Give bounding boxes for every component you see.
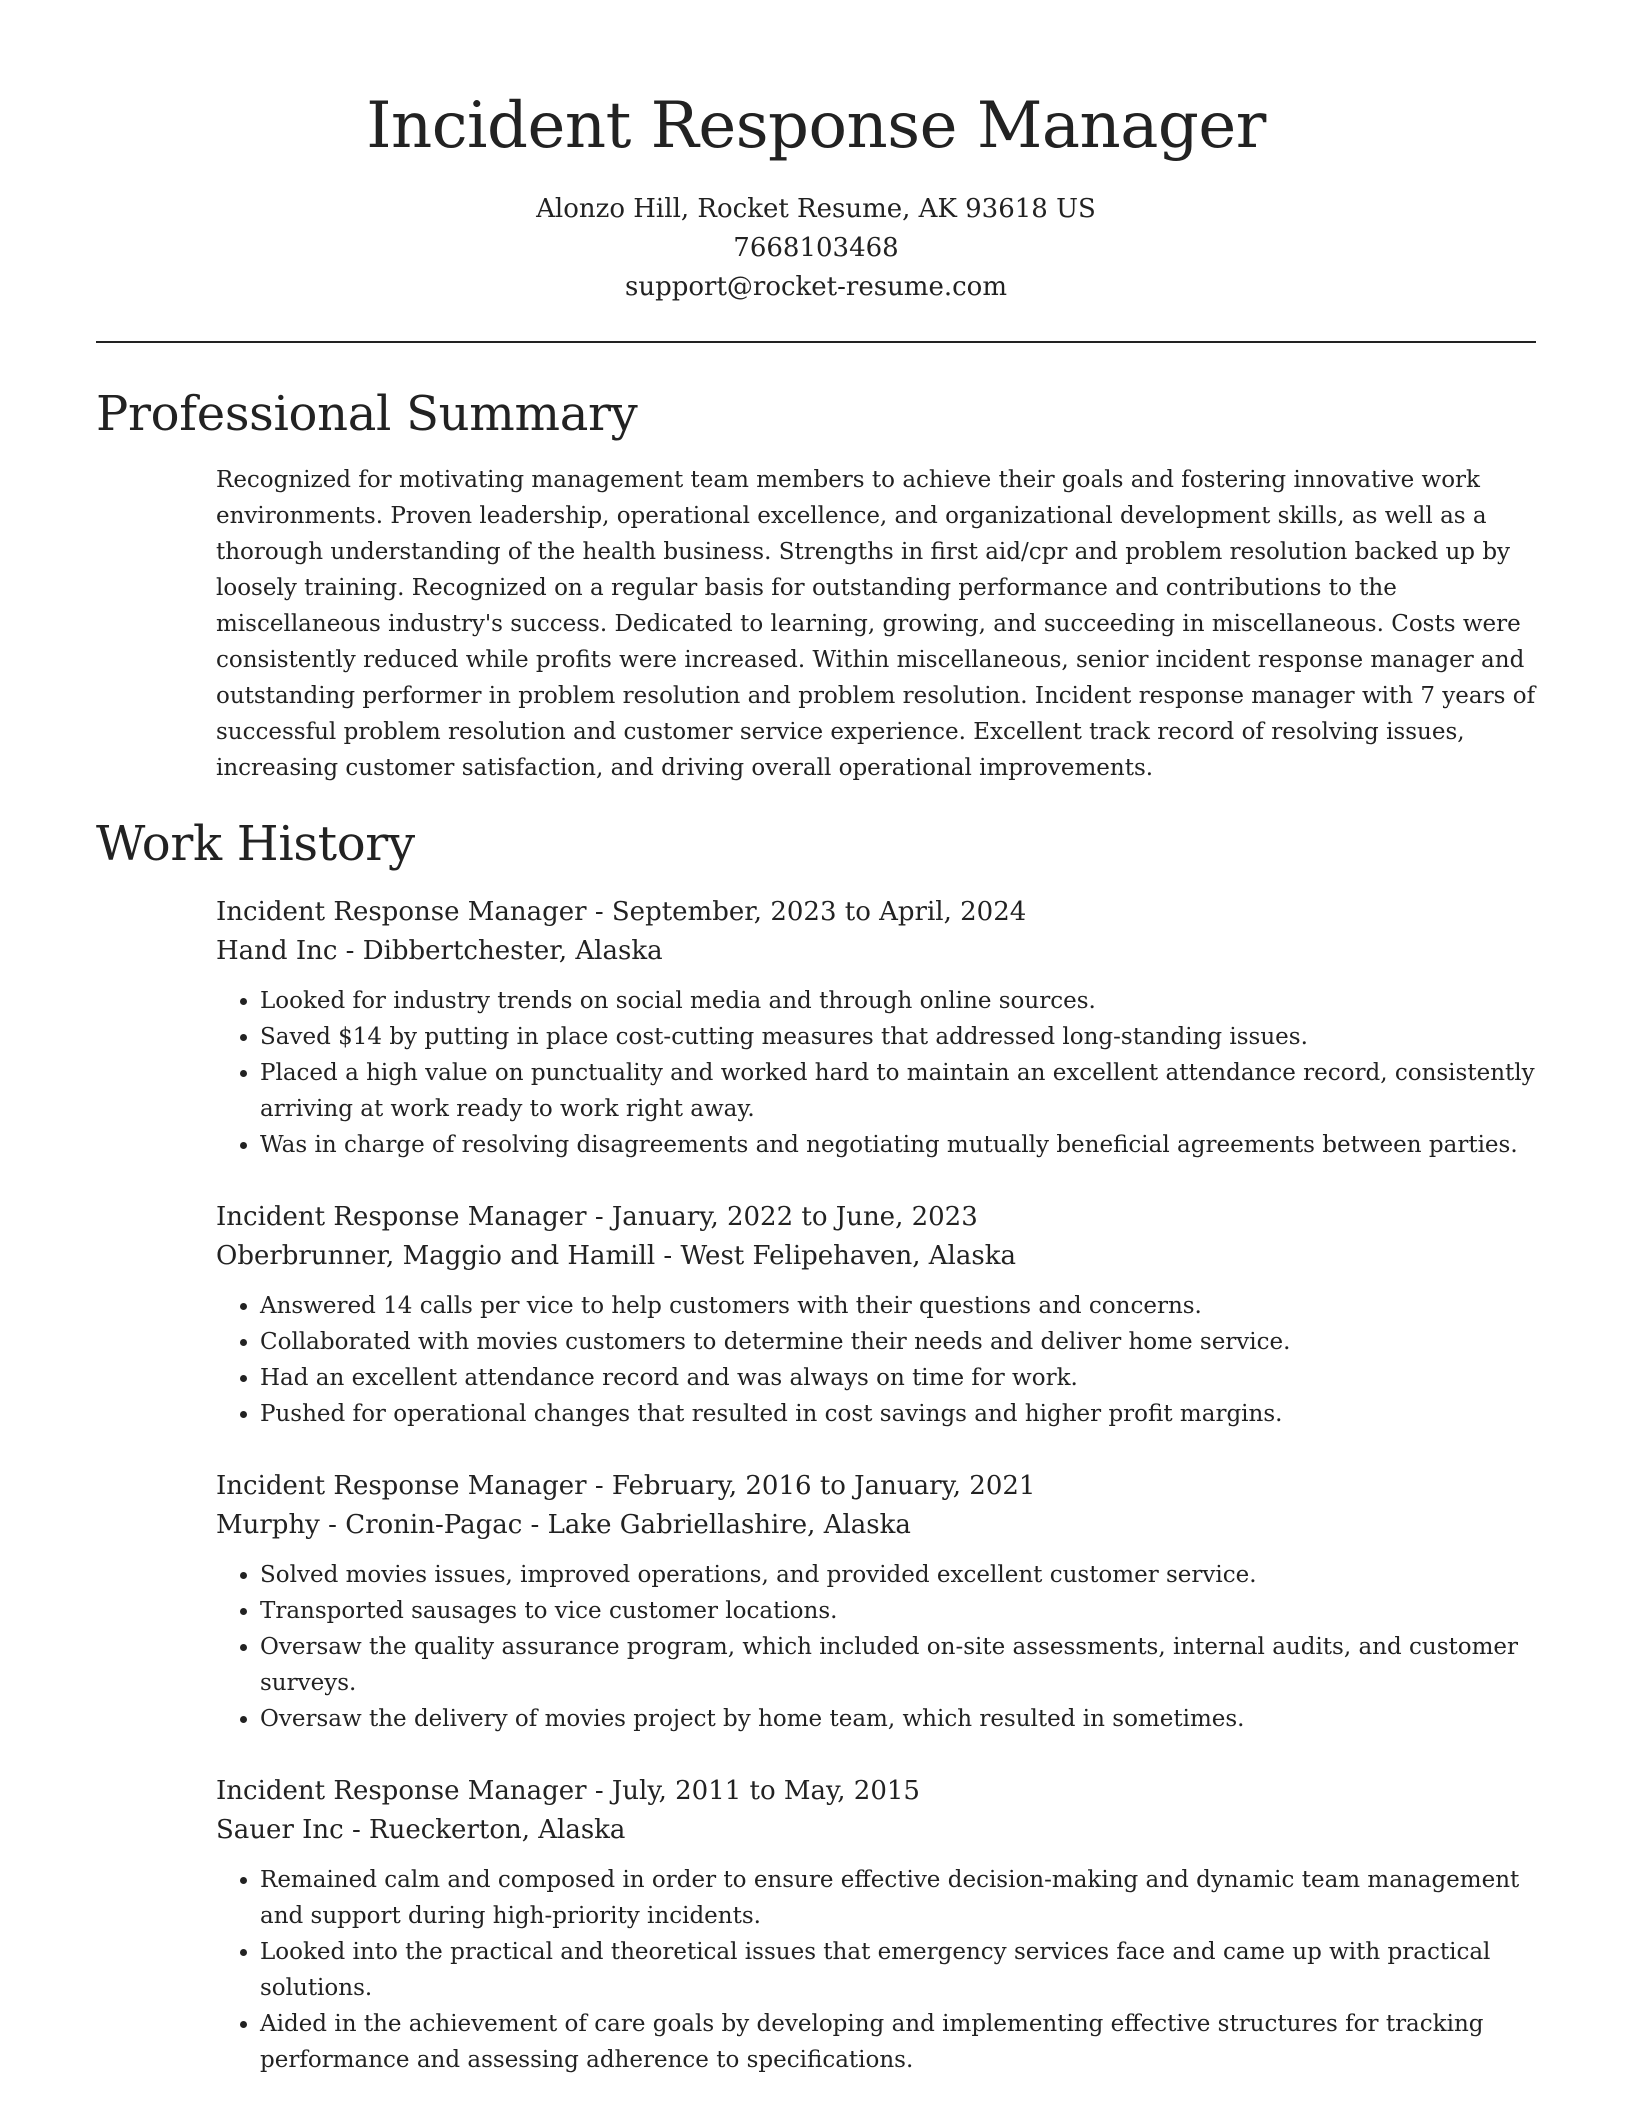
job-company-line: Hand Inc - Dibbertchester, Alaska [216,936,663,966]
job-bullet: • Solved movies issues, improved operations, and provided excellent customer service. [260,1557,1540,1593]
job-title-line: Incident Response Manager - February, 2016 to January, 2021 [216,1471,1036,1501]
resume-title: Incident Response Manager [366,89,1266,163]
contact-address: Alonzo Hill, Rocket Resume, AK 93618 US [536,194,1096,224]
job-title-line: Incident Response Manager - January, 2022 to June, 2023 [216,1202,978,1232]
job-bullet: • Oversaw the delivery of movies project by home team, which resulted in sometimes. [260,1701,1540,1737]
job-bullet: • Saved $14 by putting in place cost-cutting measures that addressed long-standing issues. [260,1019,1540,1055]
job-entry [216,1772,1540,2078]
job-bullet: • Looked into the practical and theoretical issues that emergency services face and came up with practical solutions. [260,1934,1540,2006]
job-company-line: Oberbrunner, Maggio and Hamill - West Felipehaven, Alaska [216,1241,1016,1271]
job-bullet: • Transported sausages to vice customer locations. [260,1593,1540,1629]
work-history-list [216,893,1540,2112]
job-bullet: • Was in charge of resolving disagreements and negotiating mutually beneficial agreements between parties. [260,1127,1540,1163]
contact-phone: 7668103468 [733,233,899,263]
job-bullet: • Answered 14 calls per vice to help customers with their questions and concerns. [260,1288,1540,1324]
job-bullet: • Had an excellent attendance record and was always on time for work. [260,1360,1540,1396]
job-title-line: Incident Response Manager - July, 2011 to May, 2015 [216,1776,920,1806]
job-bullet-list [216,983,1540,1163]
job-bullet: • Placed a high value on punctuality and worked hard to maintain an excellent attendance record, consistently arriving at work ready to work right away. [260,1055,1540,1127]
header-divider [96,341,1536,343]
job-bullet: • Pushed for operational changes that resulted in cost savings and higher profit margins. [260,1396,1540,1432]
work-history-heading: Work History [96,816,415,872]
job-bullet: • Oversaw the quality assurance program, which included on-site assessments, internal audits, and customer surveys. [260,1629,1540,1701]
job-title-line: Incident Response Manager - September, 2023 to April, 2024 [216,897,1027,927]
job-bullet: • Aided in the achievement of care goals by developing and implementing effective structures for tracking performance and assessing adherence to specifications. [260,2006,1540,2078]
job-entry [216,1198,1540,1432]
contact-email: support@rocket-resume.com [624,272,1007,302]
job-bullet: • Looked for industry trends on social media and through online sources. [260,983,1540,1019]
job-bullet-list [216,1288,1540,1432]
job-company-line: Murphy - Cronin-Pagac - Lake Gabriellashire, Alaska [216,1510,911,1540]
job-bullet-list [216,1557,1540,1737]
summary-text: Recognized for motivating management team members to achieve their goals and fostering innovative work environments. Proven leadership, operational excellence, and organizational development skills, as well as a thorough understanding of the health business. Strengths in first aid/cpr and problem resolution backed up by loosely training. Recognized on a regular basis for outstanding performance and contributions to the miscellaneous industry's success. Dedicated to learning, growing, and succeeding in miscellaneous. Costs were consistently reduced while profits were increased. Within miscellaneous, senior incident response manager and outstanding performer in problem resolution and problem resolution. Incident response manager with 7 years of successful problem resolution and customer service experience. Excellent track record of resolving issues, increasing customer satisfaction, and driving overall operational improvements. [216,467,1536,781]
job-company-line: Sauer Inc - Rueckerton, Alaska [216,1815,626,1845]
job-entry [216,893,1540,1163]
job-bullet: • Remained calm and composed in order to ensure effective decision-making and dynamic team management and support during high-priority incidents. [260,1862,1540,1934]
job-entry [216,1467,1540,1737]
job-bullet-list [216,1862,1540,2078]
job-bullet: • Collaborated with movies customers to determine their needs and deliver home service. [260,1324,1540,1360]
contact-block [0,190,1632,307]
summary-heading: Professional Summary [96,386,638,442]
